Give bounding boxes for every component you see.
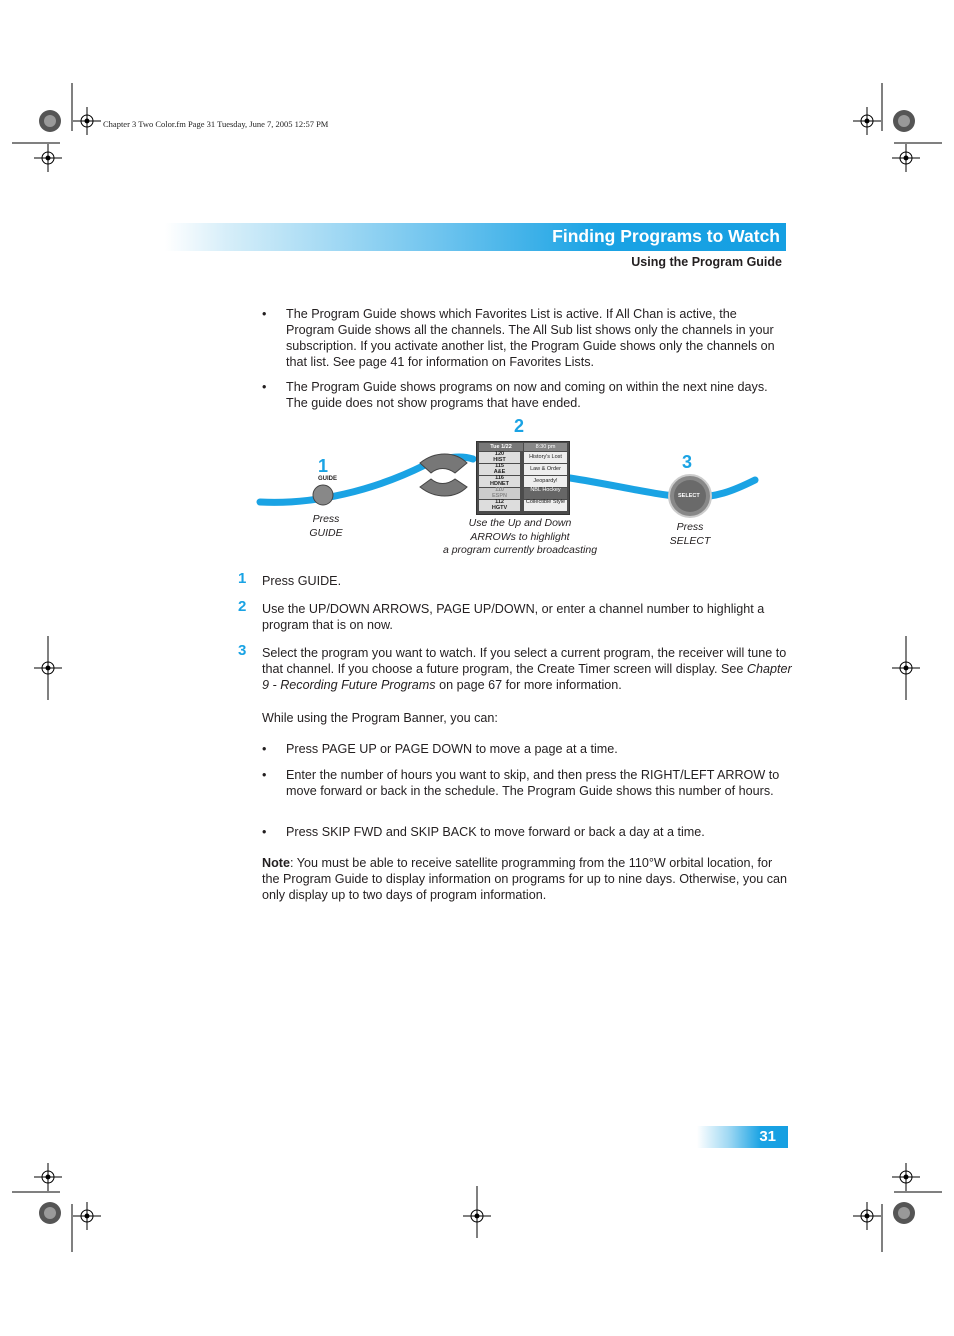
guide-program-cell: Law & Order <box>524 464 567 475</box>
page-title: Finding Programs to Watch <box>552 226 780 246</box>
guide-channel-row: 110 ESPN <box>479 488 520 499</box>
caption-use-arrows: Use the Up and Down ARROWs to highlight a program currently broadcasting <box>442 517 598 556</box>
illustration-step-1: 1 <box>318 456 329 476</box>
step-text: Select the program you want to watch. If you select a current program, the receiver will tune to that channel. If you choose a future program, the Create Timer screen will display. See Chapter 9 - Recording Future Programs on page 67 for more information. <box>262 646 792 692</box>
bullet-item: • Enter the number of hours you want to skip, and then press the RIGHT/LEFT ARROW to move forward or back in the schedule. The Program Guide shows this number of hours. <box>262 768 780 798</box>
select-button-label: SELECT <box>678 493 700 499</box>
page-number: 31 <box>759 1128 776 1145</box>
caption-press-guide: Press GUIDE <box>309 513 343 539</box>
note-paragraph: Note: You must be able to receive satellite programming from the 110°W orbital location, for the Program Guide to display information on programs for up to nine days. Otherwise, you can only display up to two days of program information. <box>262 856 788 902</box>
section-subtitle: Using the Program Guide <box>631 255 782 269</box>
illustration-step-3: 3 <box>682 452 693 472</box>
guide-channel-row: 116 HDNET <box>479 476 520 487</box>
step-number: 1 <box>238 570 247 587</box>
guide-screen: Tue 1/22 8:30 pm 120 HIST History's Lost 115 A&E Law & Order 116 HDNET Jeopardy! 110 ESPN NBL Hockey 112 HGTV Collectible Style <box>476 441 570 515</box>
guide-program-cell: Jeopardy! <box>524 476 567 487</box>
banner-intro: While using the Program Banner, you can: <box>262 711 498 725</box>
bullet-item: • Press PAGE UP or PAGE DOWN to move a page at a time. <box>262 742 618 756</box>
guide-program-cell: Collectible Style <box>524 500 567 511</box>
guide-channel-row: 112 HGTV <box>479 500 520 511</box>
guide-program-cell: History's Lost <box>524 452 567 463</box>
guide-program-cell-highlighted: NBL Hockey <box>524 488 567 499</box>
blue-swoosh-right <box>570 478 755 497</box>
guide-channel-row: 115 A&E <box>479 464 520 475</box>
illustration-step-2: 2 <box>514 416 525 436</box>
page-number-bar <box>697 1126 788 1148</box>
step-text: Use the UP/DOWN ARROWS, PAGE UP/DOWN, or enter a channel number to highlight a program that is on now. <box>262 602 765 632</box>
guide-button <box>313 485 333 505</box>
down-arrow-button <box>420 479 467 496</box>
caption-press-select: Press SELECT <box>669 521 711 547</box>
step-text: Press GUIDE. <box>262 574 342 588</box>
title-bar <box>165 223 786 251</box>
bullet-item: • The Program Guide shows which Favorites List is active. If All Chan is active, the Program Guide shows all the channels. The All Sub list shows only the channels in your subscription. If you activate another list, the Program Guide shows only the channels on that list. See page 41 for information on Favorites Lists. <box>262 307 775 369</box>
bullet-item: • The Program Guide shows programs on now and coming on within the next nine days. The guide does not show programs that have ended. <box>262 380 768 410</box>
bullet-item: • Press SKIP FWD and SKIP BACK to move forward or back a day at a time. <box>262 825 705 839</box>
print-header: Chapter 3 Two Color.fm Page 31 Tuesday, June 7, 2005 12:57 PM <box>103 119 329 129</box>
step-number: 3 <box>238 642 247 659</box>
guide-button-label: GUIDE <box>318 476 338 482</box>
guide-channel-row: 120 HIST <box>479 452 520 463</box>
step-number: 2 <box>238 598 247 615</box>
